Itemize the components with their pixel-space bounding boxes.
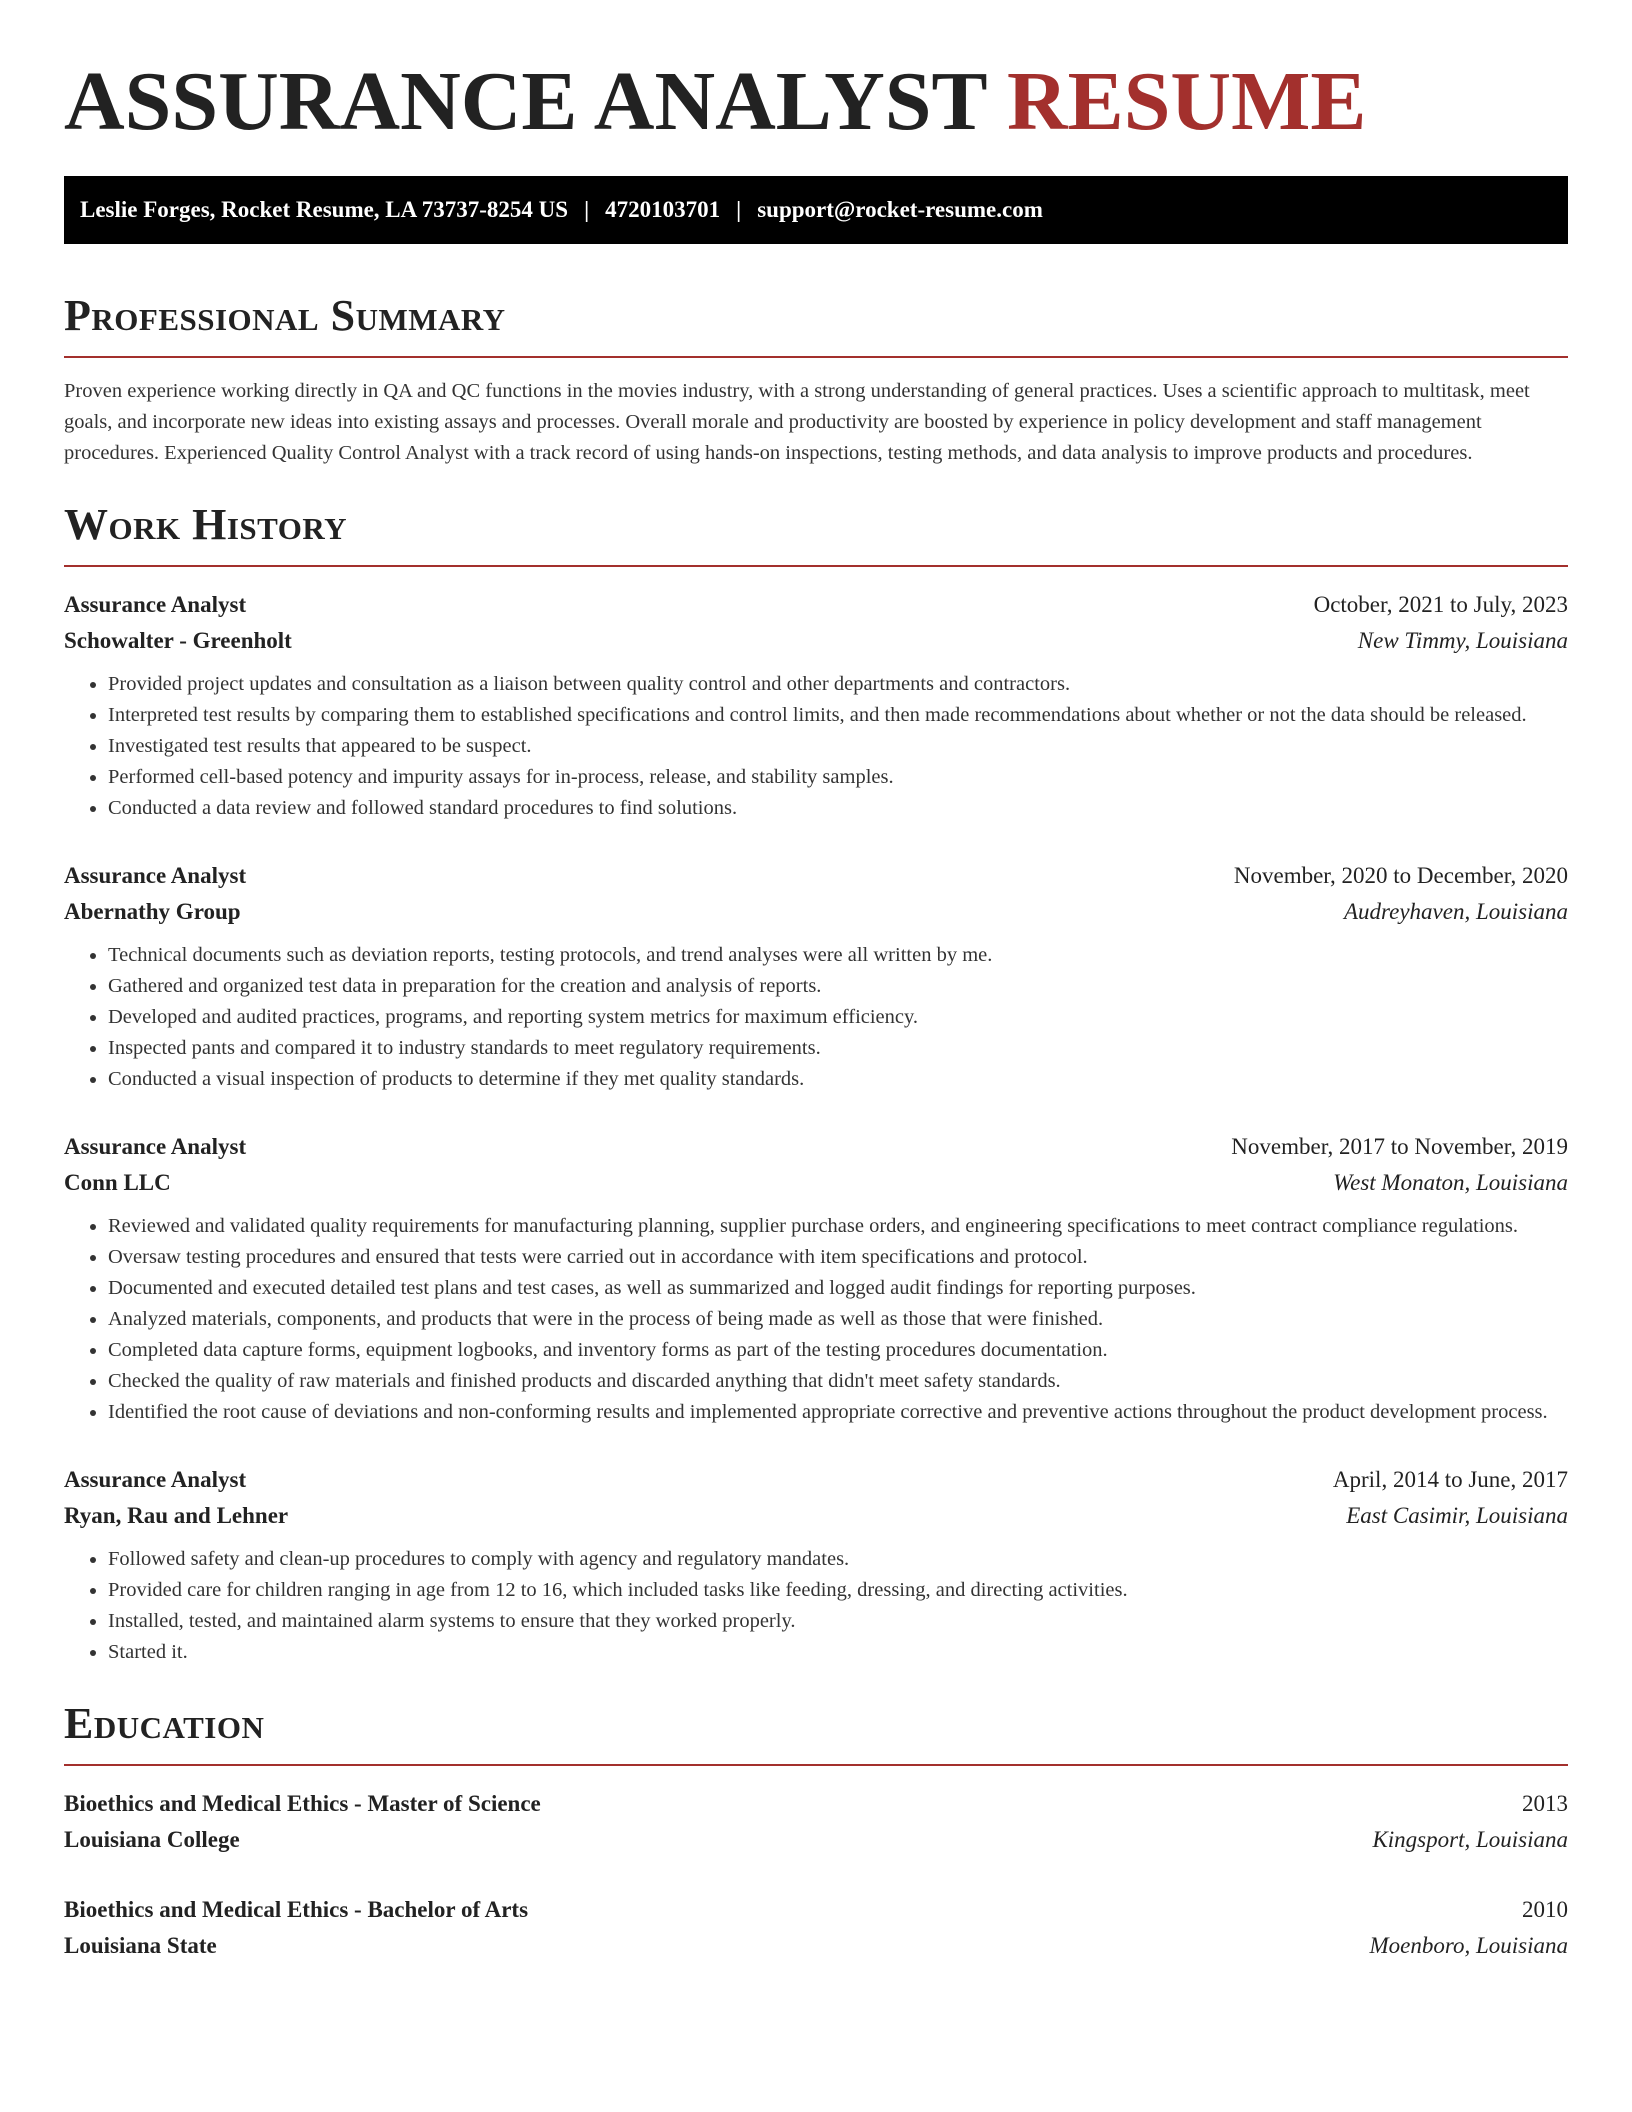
job-bullet: • Completed data capture forms, equipment logbooks, and inventory forms as part of the testing procedures documentation. <box>108 1335 1568 1366</box>
job-bullet: • Oversaw testing procedures and ensured that tests were carried out in accordance with item specifications and protocol. <box>108 1242 1568 1273</box>
resume-title <box>64 52 1568 152</box>
education-school: Louisiana State <box>64 1933 217 1958</box>
job-title: Assurance Analyst <box>64 592 247 617</box>
education-degree-row <box>64 1786 1568 1822</box>
education-heading: Education <box>64 1699 265 1748</box>
job-company-row <box>64 894 1568 930</box>
education-degree-row <box>64 1892 1568 1928</box>
title-accent: RESUME <box>1007 55 1367 148</box>
job-location: Audreyhaven, Louisiana <box>1343 899 1568 924</box>
job-bullet: • Installed, tested, and maintained alarm systems to ensure that they worked properly. <box>108 1606 1568 1637</box>
job-header-row <box>64 1462 1568 1498</box>
job-bullet: • Identified the root cause of deviations and non-conforming results and implemented appropriate corrective and preventive actions throughout the product development process. <box>108 1397 1568 1428</box>
job-dates: November, 2017 to November, 2019 <box>1231 1134 1568 1159</box>
job-header-row <box>64 1129 1568 1165</box>
job-bullets <box>64 1544 1568 1668</box>
job-header-row <box>64 587 1568 623</box>
work-history-heading: Work History <box>64 500 348 549</box>
job-company: Conn LLC <box>64 1170 171 1195</box>
job-bullet: • Interpreted test results by comparing them to established specifications and control limits, and then made recommendations about whether or not the data should be released. <box>108 700 1568 731</box>
education-entry <box>64 1786 1568 1858</box>
summary-text: Proven experience working directly in QA and QC functions in the movies industry, with a strong understanding of general practices. Uses a scientific approach to multitask, meet goals, and incorporate new ideas into existing assays and processes. Overall morale and productivity are boosted by experience in policy development and staff management procedures. Experienced Quality Control Analyst with a track record of using hands-on inspections, testing methods, and data analysis to improve products and procedures. <box>64 380 1530 464</box>
contact-bar <box>64 176 1568 244</box>
education-school-row <box>64 1928 1568 1964</box>
job-bullet: • Performed cell-based potency and impurity assays for in-process, release, and stability samples. <box>108 762 1568 793</box>
job-bullet: • Checked the quality of raw materials and finished products and discarded anything that didn't meet safety standards. <box>108 1366 1568 1397</box>
job-bullet: • Followed safety and clean-up procedures to comply with agency and regulatory mandates. <box>108 1544 1568 1575</box>
education-entry <box>64 1892 1568 1964</box>
job-bullet: • Investigated test results that appeared to be suspect. <box>108 731 1568 762</box>
education-school: Louisiana College <box>64 1827 240 1852</box>
job-location: West Monaton, Louisiana <box>1333 1170 1568 1195</box>
job-location: New Timmy, Louisiana <box>1357 628 1568 653</box>
education-location: Moenboro, Louisiana <box>1369 1933 1568 1958</box>
job-company-row <box>64 1498 1568 1534</box>
job-entry <box>64 1129 1568 1428</box>
summary-heading: Professional Summary <box>64 291 506 340</box>
job-company: Abernathy Group <box>64 899 241 924</box>
contact-phone: 4720103701 <box>605 197 721 222</box>
job-company-row <box>64 1165 1568 1201</box>
education-divider <box>64 1764 1568 1766</box>
job-bullets <box>64 669 1568 824</box>
education-degree: Bioethics and Medical Ethics - Master of Science <box>64 1791 541 1816</box>
education-school-row <box>64 1822 1568 1858</box>
job-bullet: • Gathered and organized test data in preparation for the creation and analysis of reports. <box>108 971 1568 1002</box>
education-location: Kingsport, Louisiana <box>1372 1827 1568 1852</box>
job-title: Assurance Analyst <box>64 1467 247 1492</box>
job-title: Assurance Analyst <box>64 863 247 888</box>
job-entry <box>64 858 1568 1095</box>
job-header-row <box>64 858 1568 894</box>
title-main: ASSURANCE ANALYST <box>64 55 986 148</box>
job-location: East Casimir, Louisiana <box>1346 1503 1568 1528</box>
summary-divider <box>64 356 1568 358</box>
contact-name-address: Leslie Forges, Rocket Resume, LA 73737-8254 US <box>80 197 569 222</box>
job-entry <box>64 587 1568 824</box>
education-degree: Bioethics and Medical Ethics - Bachelor of Arts <box>64 1897 529 1922</box>
education-year: 2013 <box>1522 1791 1568 1816</box>
job-company-row <box>64 623 1568 659</box>
job-bullets <box>64 1211 1568 1428</box>
work-history-divider <box>64 565 1568 567</box>
contact-separator: | <box>736 197 742 222</box>
job-dates: April, 2014 to June, 2017 <box>1332 1467 1568 1492</box>
job-title: Assurance Analyst <box>64 1134 247 1159</box>
education-year: 2010 <box>1522 1897 1568 1922</box>
contact-email: support@rocket-resume.com <box>757 197 1043 222</box>
job-bullet: • Analyzed materials, components, and products that were in the process of being made as well as those that were finished. <box>108 1304 1568 1335</box>
job-bullet: • Provided care for children ranging in age from 12 to 16, which included tasks like feeding, dressing, and directing activities. <box>108 1575 1568 1606</box>
job-bullet: • Reviewed and validated quality requirements for manufacturing planning, supplier purchase orders, and engineering specifications to meet contract compliance regulations. <box>108 1211 1568 1242</box>
job-bullets <box>64 940 1568 1095</box>
job-bullet: • Developed and audited practices, programs, and reporting system metrics for maximum efficiency. <box>108 1002 1568 1033</box>
job-bullet: • Inspected pants and compared it to industry standards to meet regulatory requirements. <box>108 1033 1568 1064</box>
job-bullet: • Provided project updates and consultation as a liaison between quality control and other departments and contractors. <box>108 669 1568 700</box>
job-company: Schowalter - Greenholt <box>64 628 292 653</box>
job-company: Ryan, Rau and Lehner <box>64 1503 289 1528</box>
job-entry <box>64 1462 1568 1668</box>
job-bullet: • Documented and executed detailed test plans and test cases, as well as summarized and logged audit findings for reporting purposes. <box>108 1273 1568 1304</box>
job-bullet: • Started it. <box>108 1637 1568 1668</box>
job-dates: October, 2021 to July, 2023 <box>1313 592 1568 617</box>
job-bullet: • Conducted a data review and followed standard procedures to find solutions. <box>108 793 1568 824</box>
contact-separator: | <box>584 197 590 222</box>
job-dates: November, 2020 to December, 2020 <box>1233 863 1568 888</box>
job-bullet: • Technical documents such as deviation reports, testing protocols, and trend analyses were all written by me. <box>108 940 1568 971</box>
job-bullet: • Conducted a visual inspection of products to determine if they met quality standards. <box>108 1064 1568 1095</box>
